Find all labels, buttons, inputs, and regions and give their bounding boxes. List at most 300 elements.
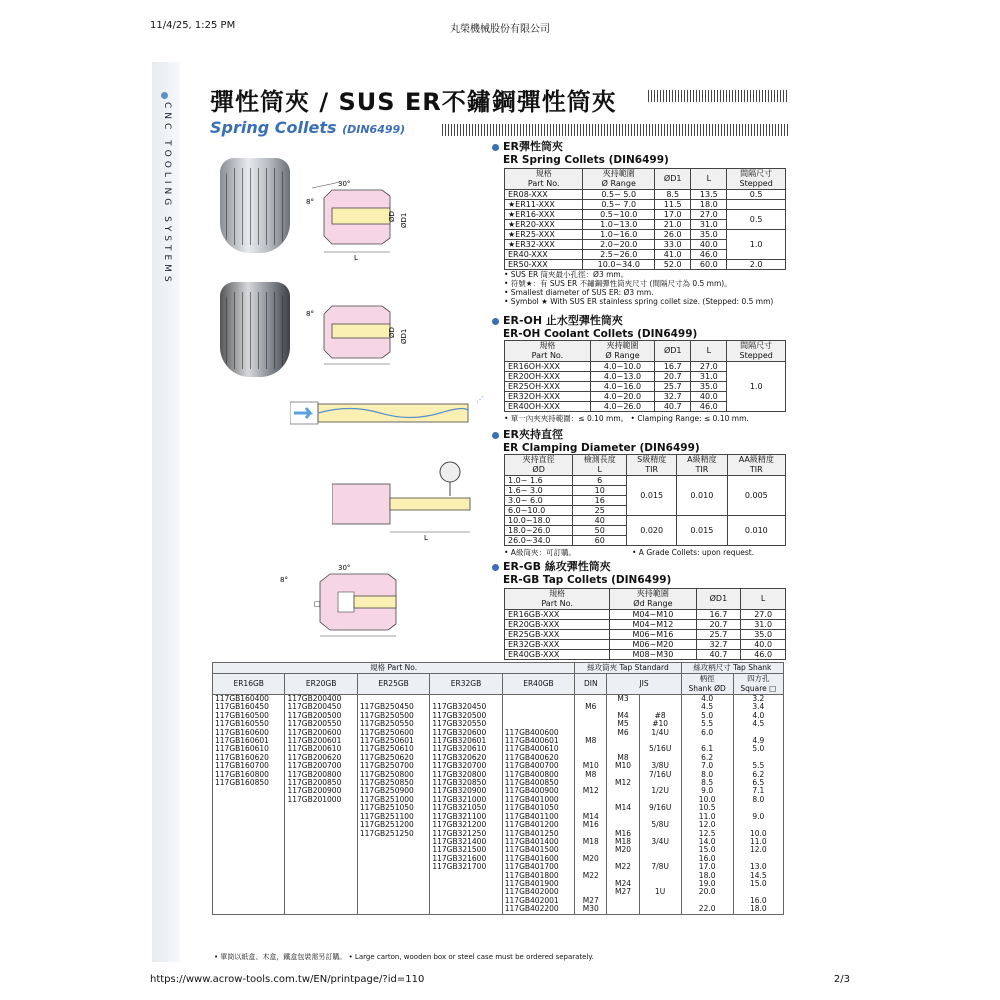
part-number: ER50-XXX bbox=[505, 260, 583, 270]
column-header: JIS bbox=[607, 674, 681, 695]
part-number: 117GB402200 bbox=[502, 905, 574, 914]
part-number: ER40-XXX bbox=[505, 250, 583, 260]
column-header: ER25GB bbox=[357, 674, 429, 695]
spec-cell: 4.0 bbox=[733, 712, 783, 720]
gb-heading-en: ER-GB Tap Collets (DIN6499) bbox=[503, 574, 672, 586]
gb-cell: M06~M16 bbox=[610, 630, 696, 640]
svg-text:8°: 8° bbox=[280, 576, 288, 584]
column-header: 夾持範圍 Ød Range bbox=[610, 589, 696, 610]
spec-cell: 5.0 bbox=[733, 745, 783, 753]
table-row bbox=[505, 190, 786, 200]
part-number bbox=[285, 897, 357, 905]
print-date: 11/4/25, 1:25 PM bbox=[150, 20, 236, 31]
l-cell: 31.0 bbox=[691, 220, 727, 230]
part-number: 117GB251200 bbox=[357, 821, 429, 829]
spec-cell: 6.2 bbox=[681, 754, 733, 762]
note-line: • SUS ER 筒夾最小孔徑：Ø3 mm。 bbox=[504, 270, 629, 279]
eroh-heading-zh: ER-OH 止水型彈性筒夾 bbox=[503, 314, 623, 327]
er-section-heading bbox=[492, 138, 669, 166]
side-dot-icon bbox=[161, 92, 168, 99]
column-header: A級精度 TIR bbox=[677, 455, 727, 476]
column-header: ER16GB bbox=[213, 674, 285, 695]
note-line: • Symbol ★ With SUS ER stainless spring collet size. (Stepped: 0.5 mm) bbox=[504, 297, 774, 306]
d1-cell: 40.7 bbox=[655, 402, 691, 412]
clamp-spec-table bbox=[504, 454, 786, 546]
part-number: 117GB200400 bbox=[285, 695, 357, 704]
length-cell: 6 bbox=[573, 476, 627, 486]
part-number: 117GB250610 bbox=[357, 745, 429, 753]
part-number: 117GB401250 bbox=[502, 830, 574, 838]
length-cell: 16 bbox=[573, 496, 627, 506]
spec-cell bbox=[607, 905, 639, 914]
d1-cell: 33.0 bbox=[655, 240, 691, 250]
spec-cell: 5/8U bbox=[639, 821, 681, 829]
spec-cell: 7.1 bbox=[733, 787, 783, 795]
spec-cell bbox=[639, 905, 681, 914]
spec-cell: 16.0 bbox=[733, 897, 783, 905]
part-number bbox=[357, 872, 429, 880]
part-number: 117GB250850 bbox=[357, 779, 429, 787]
part-number bbox=[213, 830, 285, 838]
part-number bbox=[357, 880, 429, 888]
spec-cell: M18 bbox=[575, 838, 607, 846]
part-number bbox=[430, 905, 502, 914]
page-title: 彈性筒夾 / SUS ER不鏽鋼彈性筒夾 bbox=[210, 88, 617, 116]
part-number: 117GB250601 bbox=[357, 737, 429, 745]
table-row bbox=[213, 855, 784, 863]
spec-cell: M30 bbox=[575, 905, 607, 914]
part-number: 117GB321500 bbox=[430, 846, 502, 854]
part-number: 117GB160850 bbox=[213, 779, 285, 787]
range-cell: 10.0~34.0 bbox=[583, 260, 655, 270]
stepped-cell bbox=[727, 200, 786, 210]
part-number: 117GB201000 bbox=[285, 796, 357, 804]
part-number: 117GB250900 bbox=[357, 787, 429, 795]
part-number bbox=[213, 872, 285, 880]
gb-cell: ER40GB-XXX bbox=[505, 650, 610, 660]
table-row bbox=[505, 210, 786, 220]
spec-cell: 9.0 bbox=[681, 787, 733, 795]
side-label: CNC TOOLING SYSTEMS bbox=[162, 102, 172, 286]
note-line: • Smallest diameter of SUS ER: Ø3 mm. bbox=[504, 288, 654, 297]
l-cell: 13.5 bbox=[691, 190, 727, 200]
spec-cell: 8.0 bbox=[733, 796, 783, 804]
column-header: ER40GB bbox=[502, 674, 574, 695]
part-number: 117GB401100 bbox=[502, 813, 574, 821]
part-number bbox=[285, 888, 357, 896]
gb-cell: ER25GB-XXX bbox=[505, 630, 610, 640]
part-number: 117GB200600 bbox=[285, 729, 357, 737]
spec-cell: M8 bbox=[575, 737, 607, 745]
page-subtitle bbox=[210, 118, 405, 137]
spec-cell: 7/8U bbox=[639, 863, 681, 871]
svg-text:ØD: ØD bbox=[388, 211, 396, 222]
table-header-row bbox=[505, 589, 786, 610]
spec-cell bbox=[575, 745, 607, 753]
part-number: 117GB160450 bbox=[213, 703, 285, 711]
column-header: 四方孔 Square □ bbox=[733, 674, 783, 695]
svg-text:30°: 30° bbox=[338, 180, 351, 188]
range-cell: 4.0~13.0 bbox=[590, 372, 654, 382]
svg-text:⋰: ⋰ bbox=[476, 395, 484, 404]
subtitle-text: Spring Collets bbox=[210, 118, 337, 137]
spec-cell: 20.0 bbox=[681, 888, 733, 896]
spec-cell: M20 bbox=[575, 855, 607, 863]
part-number: 117GB160800 bbox=[213, 771, 285, 779]
part-number bbox=[502, 703, 574, 711]
spec-cell: M27 bbox=[607, 888, 639, 896]
column-header: 規格 Part No. bbox=[505, 341, 591, 362]
part-number: ★ER32-XXX bbox=[505, 240, 583, 250]
d1-cell: 20.7 bbox=[655, 372, 691, 382]
part-number bbox=[430, 880, 502, 888]
spec-cell: 10.0 bbox=[681, 796, 733, 804]
part-number bbox=[357, 838, 429, 846]
spec-cell bbox=[575, 712, 607, 720]
part-number: 117GB320600 bbox=[430, 729, 502, 737]
spec-cell bbox=[575, 796, 607, 804]
part-number bbox=[213, 796, 285, 804]
column-header: 柄徑 Shank ØD bbox=[681, 674, 733, 695]
gb-cell: M08~M30 bbox=[610, 650, 696, 660]
part-number: 117GB400610 bbox=[502, 745, 574, 753]
spec-cell: 1/2U bbox=[639, 787, 681, 795]
spec-cell: 13.0 bbox=[733, 863, 783, 871]
spec-cell: 4.5 bbox=[733, 720, 783, 728]
part-number: 117GB160620 bbox=[213, 754, 285, 762]
table-row bbox=[213, 846, 784, 854]
table-row bbox=[213, 905, 784, 914]
range-cell: 4.0~10.0 bbox=[590, 362, 654, 372]
diameter-cell: 10.0~18.0 bbox=[505, 516, 573, 526]
svg-text:8°: 8° bbox=[306, 310, 314, 318]
d1-cell: 25.7 bbox=[655, 382, 691, 392]
print-company: 丸榮機械股份有限公司 bbox=[450, 24, 550, 35]
spec-cell: 11.0 bbox=[733, 838, 783, 846]
gb-cell: 16.7 bbox=[696, 610, 741, 620]
diameter-cell: 18.0~26.0 bbox=[505, 526, 573, 536]
l-cell: 40.0 bbox=[691, 392, 727, 402]
gb-cell: M04~M10 bbox=[610, 610, 696, 620]
part-number: ER32OH-XXX bbox=[505, 392, 591, 402]
part-number: 117GB200450 bbox=[285, 703, 357, 711]
part-number: ER25OH-XXX bbox=[505, 382, 591, 392]
table-row bbox=[213, 880, 784, 888]
part-number: 117GB160610 bbox=[213, 745, 285, 753]
column-header: ØD1 bbox=[696, 589, 741, 610]
stepped-cell: 0.5 bbox=[727, 210, 786, 230]
clamping-test-drawing bbox=[332, 460, 472, 540]
gb-cell: ER20GB-XXX bbox=[505, 620, 610, 630]
gb-cell: ER16GB-XXX bbox=[505, 610, 610, 620]
table-row bbox=[505, 476, 786, 486]
bullet-icon bbox=[492, 144, 499, 151]
column-header: 間隔尺寸 Stepped bbox=[727, 169, 786, 190]
range-cell: 2.5~26.0 bbox=[583, 250, 655, 260]
part-number: 117GB320900 bbox=[430, 787, 502, 795]
part-number: 117GB401200 bbox=[502, 821, 574, 829]
table-row bbox=[505, 200, 786, 210]
spec-cell: 14.0 bbox=[681, 838, 733, 846]
spec-cell: 1U bbox=[639, 888, 681, 896]
table-row bbox=[213, 838, 784, 846]
subtitle-bar-decoration bbox=[442, 124, 788, 136]
spec-cell: M12 bbox=[607, 779, 639, 787]
range-cell: 1.0~13.0 bbox=[583, 220, 655, 230]
note-line: • 符號★：有 SUS ER 不鏽鋼彈性筒夾尺寸 (間隔尺寸為 0.5 mm)。 bbox=[504, 279, 732, 288]
clamp-section-heading bbox=[492, 426, 700, 454]
column-header: L bbox=[691, 341, 727, 362]
d1-cell: 16.7 bbox=[655, 362, 691, 372]
column-header: ØD1 bbox=[655, 169, 691, 190]
er-oh-collet-drawing bbox=[302, 300, 422, 370]
part-number bbox=[285, 830, 357, 838]
spec-cell: 5.5 bbox=[733, 762, 783, 770]
part-number: 117GB320601 bbox=[430, 737, 502, 745]
spec-cell: 3/8U bbox=[639, 762, 681, 770]
stepped-cell: 1.0 bbox=[727, 230, 786, 260]
d1-cell: 41.0 bbox=[655, 250, 691, 260]
spec-cell: 3.4 bbox=[733, 703, 783, 711]
length-cell: 40 bbox=[573, 516, 627, 526]
svg-text:ØD1: ØD1 bbox=[400, 328, 408, 344]
d1-cell: 11.5 bbox=[655, 200, 691, 210]
part-number: 117GB200800 bbox=[285, 771, 357, 779]
spec-cell: 14.5 bbox=[733, 872, 783, 880]
column-header: ER32GB bbox=[430, 674, 502, 695]
diameter-cell: 1.6~ 3.0 bbox=[505, 486, 573, 496]
gb-cell: ER32GB-XXX bbox=[505, 640, 610, 650]
part-number: 117GB251100 bbox=[357, 813, 429, 821]
spec-cell: M10 bbox=[607, 762, 639, 770]
part-number bbox=[285, 863, 357, 871]
table-row bbox=[505, 630, 786, 640]
stepped-cell: 2.0 bbox=[727, 260, 786, 270]
bullet-icon bbox=[492, 564, 499, 571]
spec-cell: 11.0 bbox=[681, 813, 733, 821]
part-number: 117GB320800 bbox=[430, 771, 502, 779]
spec-cell: M27 bbox=[575, 897, 607, 905]
part-number: 117GB321700 bbox=[430, 863, 502, 871]
eroh-heading-en: ER-OH Coolant Collets (DIN6499) bbox=[503, 328, 698, 340]
part-number bbox=[213, 855, 285, 863]
part-number: 117GB160700 bbox=[213, 762, 285, 770]
tir-cell: 0.015 bbox=[627, 476, 677, 516]
bullet-icon bbox=[492, 432, 499, 439]
spec-cell: 12.5 bbox=[681, 830, 733, 838]
spec-cell: 17.0 bbox=[681, 863, 733, 871]
eroh-note: • 單一內夾夾持範圍：≤ 0.10 mm。 • Clamping Range: ≤ 0.10 mm. bbox=[504, 414, 749, 423]
svg-text:□: □ bbox=[314, 600, 321, 608]
part-number: 117GB251050 bbox=[357, 804, 429, 812]
part-number: 117GB321000 bbox=[430, 796, 502, 804]
part-number: ER20OH-XXX bbox=[505, 372, 591, 382]
tap-collet-table bbox=[212, 662, 784, 915]
catalog-page bbox=[152, 62, 792, 962]
part-number bbox=[213, 888, 285, 896]
spec-cell: 4.0 bbox=[681, 695, 733, 704]
part-number: 117GB250600 bbox=[357, 729, 429, 737]
part-number: ★ER25-XXX bbox=[505, 230, 583, 240]
part-number: 117GB401900 bbox=[502, 880, 574, 888]
part-number bbox=[285, 838, 357, 846]
part-number: 117GB250450 bbox=[357, 703, 429, 711]
range-cell: 1.0~16.0 bbox=[583, 230, 655, 240]
spec-cell bbox=[607, 787, 639, 795]
part-number: 117GB250620 bbox=[357, 754, 429, 762]
part-number: ER08-XXX bbox=[505, 190, 583, 200]
part-number bbox=[213, 863, 285, 871]
table-header-row bbox=[505, 169, 786, 190]
gb-cell: 27.0 bbox=[741, 610, 786, 620]
spec-cell: 19.0 bbox=[681, 880, 733, 888]
part-number: 117GB200601 bbox=[285, 737, 357, 745]
part-number: 117GB401800 bbox=[502, 872, 574, 880]
spec-cell bbox=[639, 695, 681, 704]
part-number: 117GB250700 bbox=[357, 762, 429, 770]
gb-cell: 32.7 bbox=[696, 640, 741, 650]
diameter-cell: 3.0~ 6.0 bbox=[505, 496, 573, 506]
part-number: 117GB401700 bbox=[502, 863, 574, 871]
part-number bbox=[357, 863, 429, 871]
column-header: 絲攻柄尺寸 Tap Shank bbox=[681, 663, 783, 674]
eroh-section-heading bbox=[492, 312, 697, 340]
spec-cell: M6 bbox=[607, 729, 639, 737]
part-number bbox=[213, 821, 285, 829]
d1-cell: 52.0 bbox=[655, 260, 691, 270]
spec-cell: M14 bbox=[575, 813, 607, 821]
part-number: 117GB251250 bbox=[357, 830, 429, 838]
l-cell: 60.0 bbox=[691, 260, 727, 270]
gb-section-heading bbox=[492, 558, 671, 586]
part-number bbox=[213, 838, 285, 846]
column-header: AA級精度 TIR bbox=[727, 455, 785, 476]
table-row bbox=[213, 863, 784, 871]
spec-cell bbox=[639, 846, 681, 854]
spec-cell: 9/16U bbox=[639, 804, 681, 812]
part-number: 117GB321250 bbox=[430, 830, 502, 838]
part-number: 117GB401000 bbox=[502, 796, 574, 804]
part-number: 117GB321600 bbox=[430, 855, 502, 863]
table-row bbox=[213, 796, 784, 804]
table-header-row bbox=[505, 455, 786, 476]
spec-cell: M14 bbox=[607, 804, 639, 812]
column-header: L bbox=[691, 169, 727, 190]
d1-cell: 26.0 bbox=[655, 230, 691, 240]
range-cell: 4.0~16.0 bbox=[590, 382, 654, 392]
gb-cell: 40.7 bbox=[696, 650, 741, 660]
svg-text:L: L bbox=[424, 534, 428, 540]
part-number: 117GB321100 bbox=[430, 813, 502, 821]
part-number: 117GB320500 bbox=[430, 712, 502, 720]
part-number: 117GB400601 bbox=[502, 737, 574, 745]
range-cell: 4.0~20.0 bbox=[590, 392, 654, 402]
spec-cell bbox=[607, 737, 639, 745]
spec-cell: M18 bbox=[607, 838, 639, 846]
svg-text:ØD1: ØD1 bbox=[400, 212, 408, 228]
spec-cell: 6.5 bbox=[733, 779, 783, 787]
spec-cell: 15.0 bbox=[681, 846, 733, 854]
spec-cell: 6.2 bbox=[733, 771, 783, 779]
table-row bbox=[213, 804, 784, 812]
part-number: 117GB200610 bbox=[285, 745, 357, 753]
column-header: S級精度 TIR bbox=[627, 455, 677, 476]
part-number: 117GB320450 bbox=[430, 703, 502, 711]
spec-cell: M5 bbox=[607, 720, 639, 728]
part-number bbox=[285, 813, 357, 821]
part-number: 117GB320700 bbox=[430, 762, 502, 770]
clamp-heading-en: ER Clamping Diameter (DIN6499) bbox=[503, 442, 700, 454]
er-collet-photo bbox=[220, 158, 290, 253]
svg-text:8°: 8° bbox=[306, 198, 314, 206]
spec-cell: 8.0 bbox=[681, 771, 733, 779]
part-number: 117GB321400 bbox=[430, 838, 502, 846]
bullet-icon bbox=[492, 318, 499, 325]
table-row bbox=[213, 830, 784, 838]
spec-cell: M22 bbox=[607, 863, 639, 871]
print-page-number: 2/3 bbox=[833, 974, 850, 985]
part-number bbox=[285, 872, 357, 880]
spec-cell: 18.0 bbox=[733, 905, 783, 914]
spec-cell: #10 bbox=[639, 720, 681, 728]
table-row bbox=[505, 362, 786, 372]
spec-cell bbox=[639, 897, 681, 905]
part-number bbox=[213, 787, 285, 795]
table-row bbox=[505, 650, 786, 660]
part-number: 117GB250550 bbox=[357, 720, 429, 728]
part-number: 117GB320620 bbox=[430, 754, 502, 762]
table-row bbox=[505, 610, 786, 620]
clamp-note-en: • A Grade Collets: upon request. bbox=[632, 548, 755, 557]
part-number: 117GB400620 bbox=[502, 754, 574, 762]
spec-cell: 3.2 bbox=[733, 695, 783, 704]
bottom-note: • 單筒以紙盒、木盒，鐵盒包裝需另訂購。 • Large carton, wooden box or steel case must be ordered separately. bbox=[214, 953, 594, 961]
part-number bbox=[213, 897, 285, 905]
part-number: 117GB160601 bbox=[213, 737, 285, 745]
svg-text:ØD: ØD bbox=[388, 327, 396, 338]
part-number bbox=[285, 905, 357, 914]
spec-cell: 12.0 bbox=[681, 821, 733, 829]
gb-cell: 46.0 bbox=[741, 650, 786, 660]
diameter-cell: 6.0~10.0 bbox=[505, 506, 573, 516]
part-number: 117GB160550 bbox=[213, 720, 285, 728]
part-number: 117GB320850 bbox=[430, 779, 502, 787]
spec-cell: 5.0 bbox=[681, 712, 733, 720]
spec-cell: M8 bbox=[575, 771, 607, 779]
print-header bbox=[150, 20, 850, 34]
spec-cell: 10.0 bbox=[733, 830, 783, 838]
table-row bbox=[213, 821, 784, 829]
part-number bbox=[502, 695, 574, 704]
gb-cell: 40.0 bbox=[741, 640, 786, 650]
diameter-cell: 26.0~34.0 bbox=[505, 536, 573, 546]
table-header-row bbox=[505, 341, 786, 362]
column-header: 規格 Part No. bbox=[505, 169, 583, 190]
part-number bbox=[502, 712, 574, 720]
part-number: 117GB200700 bbox=[285, 762, 357, 770]
l-cell: 40.0 bbox=[691, 240, 727, 250]
part-number: 117GB320550 bbox=[430, 720, 502, 728]
part-number: 117GB160400 bbox=[213, 695, 285, 704]
part-number: ★ER20-XXX bbox=[505, 220, 583, 230]
spec-cell: #8 bbox=[639, 712, 681, 720]
part-number bbox=[213, 813, 285, 821]
part-number: 117GB320610 bbox=[430, 745, 502, 753]
spec-cell: 8.5 bbox=[681, 779, 733, 787]
spec-cell: 18.0 bbox=[681, 872, 733, 880]
range-cell: 4.0~26.0 bbox=[590, 402, 654, 412]
spec-cell: 7/16U bbox=[639, 771, 681, 779]
